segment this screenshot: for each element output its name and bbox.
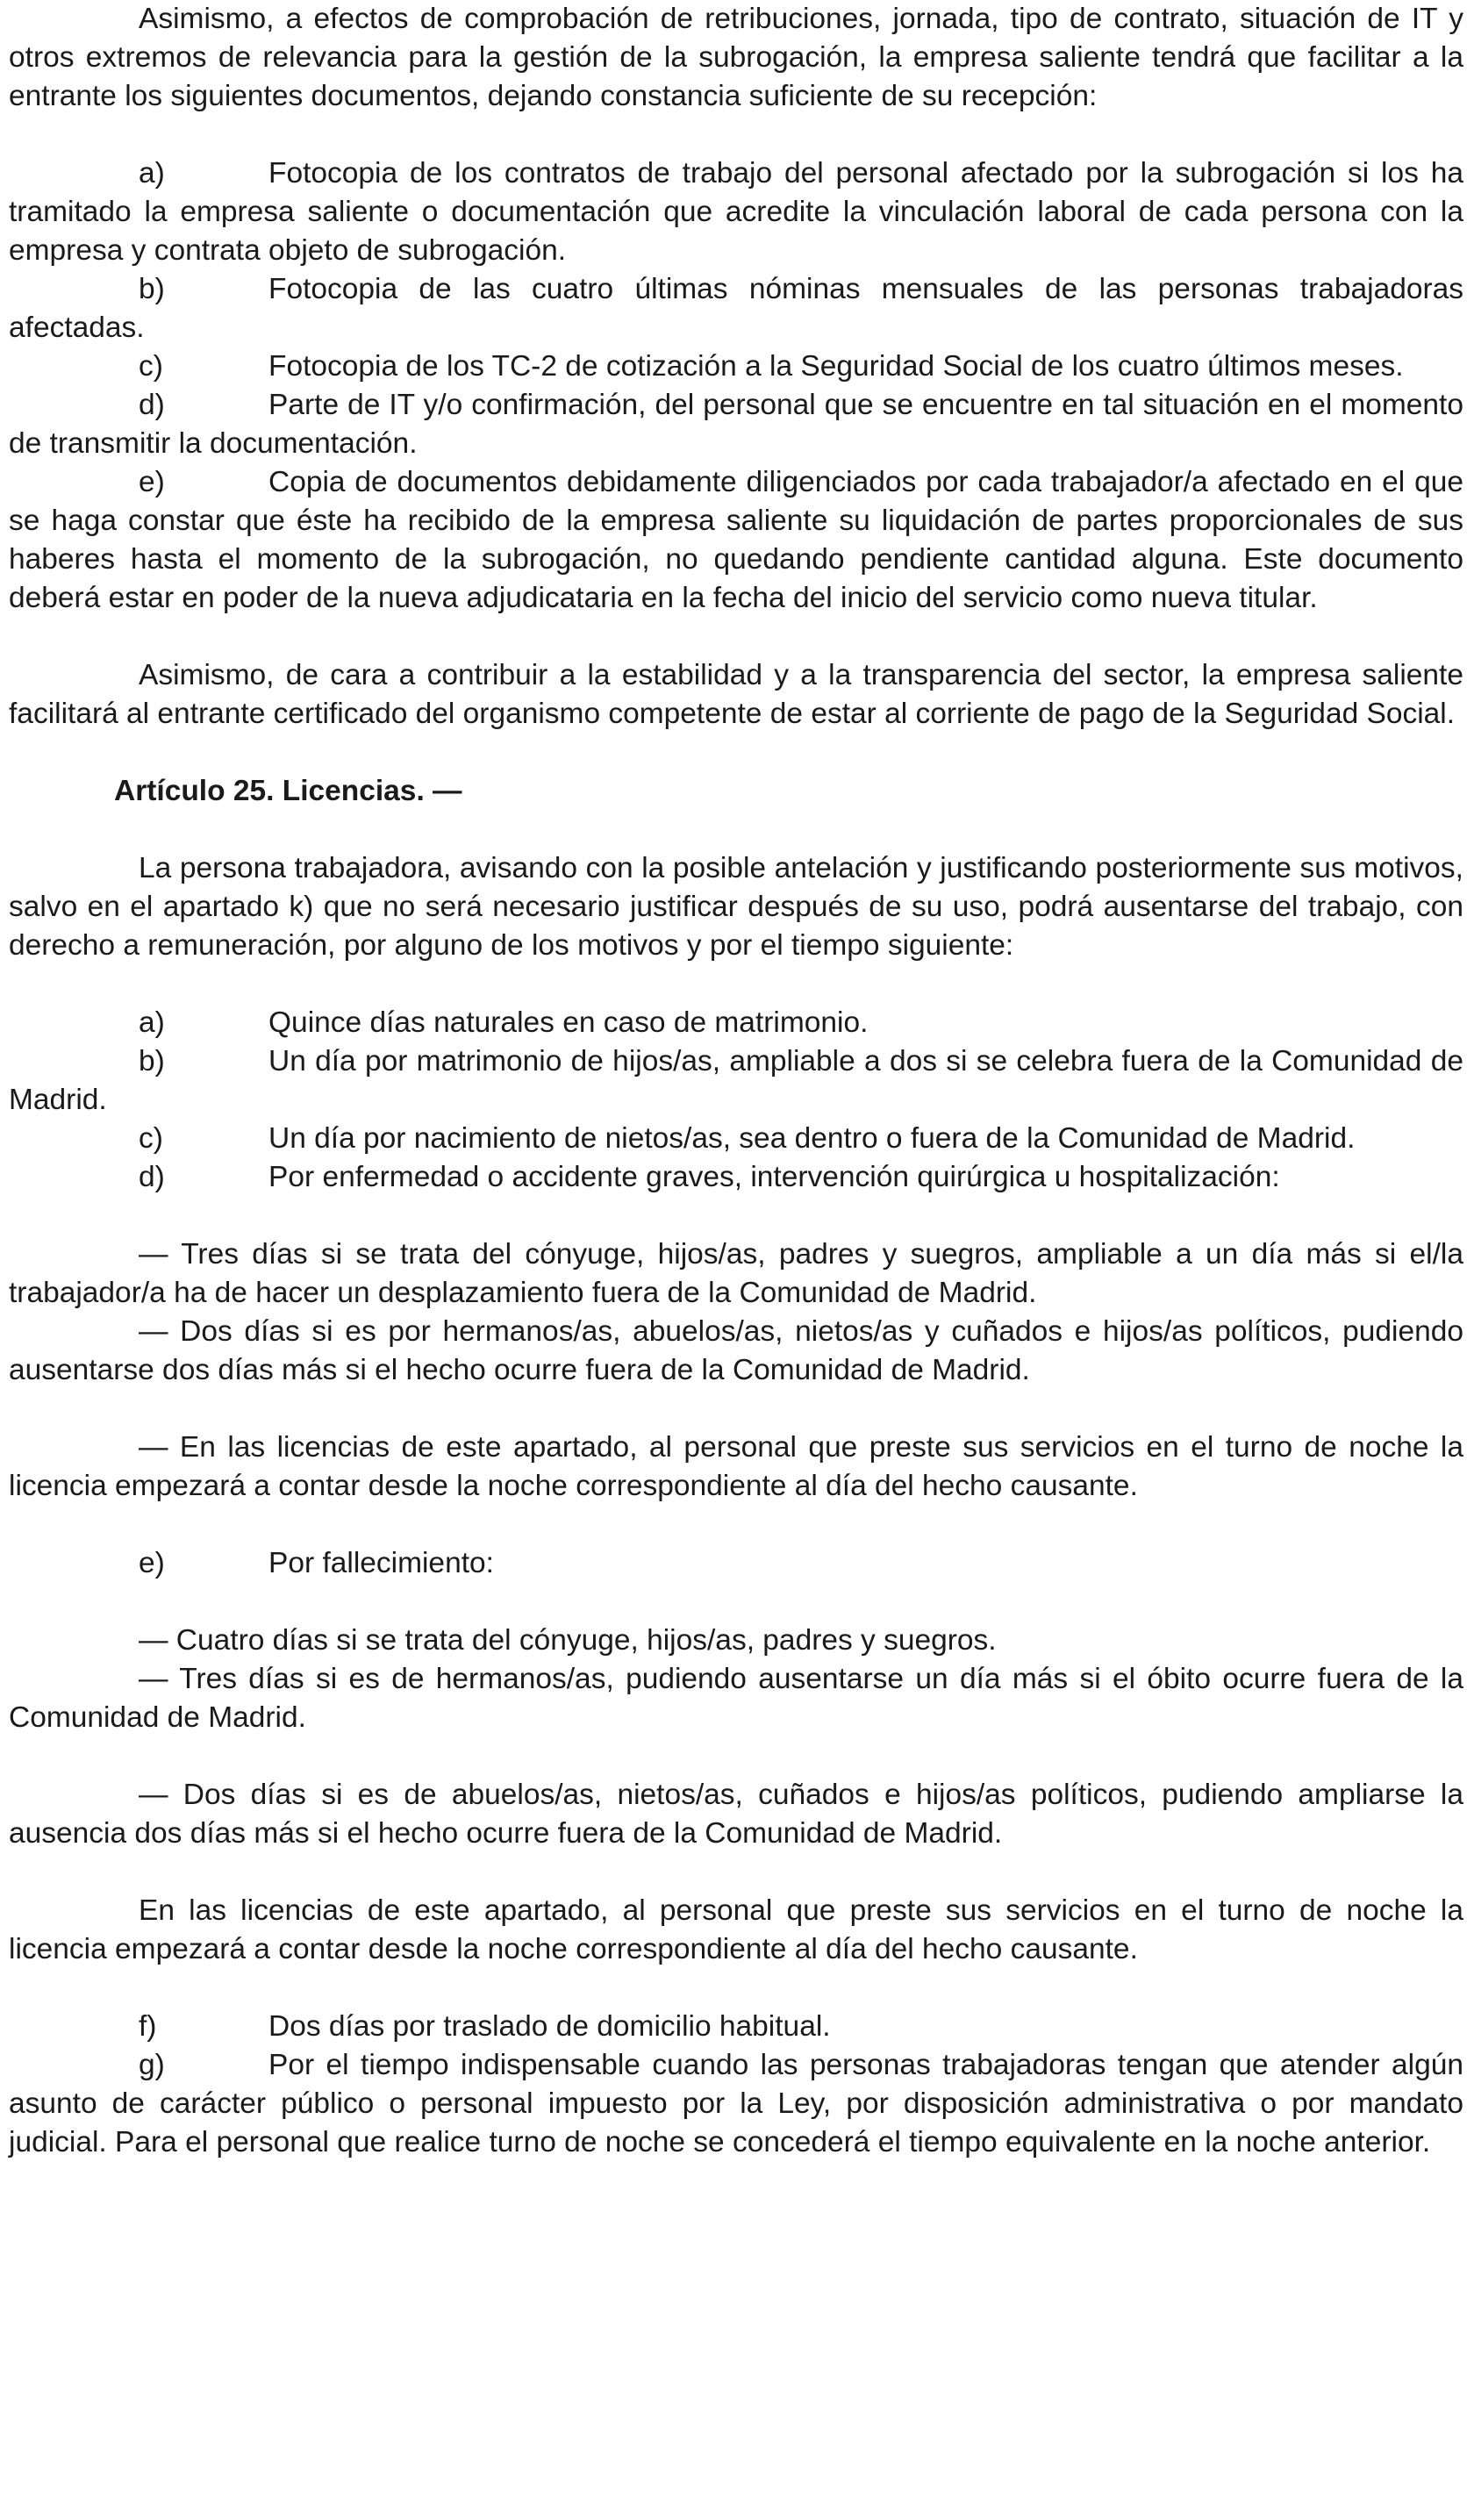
item-label: a) bbox=[139, 157, 165, 190]
list-item-lic-f bbox=[9, 2008, 1463, 2046]
item-text: Fotocopia de los contratos de trabajo del personal afectado por la subrogación si los ha tramitado la empresa saliente o documentación que acredite la vinculación laboral de cada persona con la empresa y contrata objeto de subrogación. bbox=[9, 157, 1463, 267]
item-text: Un día por nacimiento de nietos/as, sea dentro o fuera de la Comunidad de Madrid. bbox=[268, 1122, 1356, 1155]
dash-item-d-1: — Tres días si se trata del cónyuge, hijos/as, padres y suegros, ampliable a un día más si el/la trabajador/a ha de hacer un desplazamiento fuera de la Comunidad de Madrid. bbox=[9, 1238, 1463, 1309]
list-item-lic-e bbox=[9, 1544, 1463, 1583]
item-text: Parte de IT y/o confirmación, del personal que se encuentre en tal situación en el momento de transmitir la documentación. bbox=[9, 389, 1463, 460]
item-label: e) bbox=[139, 1547, 165, 1579]
item-label: c) bbox=[139, 350, 163, 383]
dash-item-d-3: — En las licencias de este apartado, al personal que preste sus servicios en el turno de noche la licencia empezará a contar desde la noche correspondiente al día del hecho causante. bbox=[9, 1431, 1463, 1502]
item-label: c) bbox=[139, 1122, 163, 1155]
paragraph-intro: Asimismo, a efectos de comprobación de retribuciones, jornada, tipo de contrato, situación de IT y otros extremos de relevancia para la gestión de la subrogación, la empresa saliente tendrá que facilitar a la entrante los siguientes documentos, dejando constancia suficiente de su recepción: bbox=[9, 3, 1463, 112]
list-item-docs-c bbox=[9, 347, 1463, 386]
list-item-docs-b bbox=[9, 270, 1463, 347]
dash-item-e-1: — Cuatro días si se trata del cónyuge, hijos/as, padres y suegros. bbox=[139, 1624, 997, 1657]
article-heading: Artículo 25. Licencias. — bbox=[114, 775, 462, 807]
item-text: Por enfermedad o accidente graves, intervención quirúrgica u hospitalización: bbox=[268, 1161, 1280, 1193]
item-text: Fotocopia de los TC-2 de cotización a la Seguridad Social de los cuatro últimos meses. bbox=[268, 350, 1404, 383]
item-text: Dos días por traslado de domicilio habitual. bbox=[268, 2010, 831, 2043]
item-text: Por fallecimiento: bbox=[268, 1547, 494, 1579]
paragraph-e-note: En las licencias de este apartado, al personal que preste sus servicios en el turno de noche la licencia empezará a contar desde la noche correspondiente al día del hecho causante. bbox=[9, 1894, 1463, 1965]
dash-item-d-2: — Dos días si es por hermanos/as, abuelos/as, nietos/as y cuñados e hijos/as políticos, pudiendo ausentarse dos días más si el hecho ocurre fuera de la Comunidad de Madrid. bbox=[9, 1315, 1463, 1386]
item-label: d) bbox=[139, 389, 165, 421]
document-body bbox=[9, 0, 1463, 2162]
list-item-lic-g bbox=[9, 2046, 1463, 2162]
item-label: b) bbox=[139, 273, 165, 305]
item-text: Por el tiempo indispensable cuando las personas trabajadoras tengan que atender algún asunto de carácter público o personal impuesto por la Ley, por disposición administrativa o por mandato judicial. Para el personal que realice turno de noche se concederá el tiempo equivalente en la noche anterior. bbox=[9, 2049, 1463, 2158]
dash-item-e-3: — Dos días si es de abuelos/as, nietos/as, cuñados e hijos/as políticos, pudiendo ampliarse la ausencia dos días más si el hecho ocurre fuera de la Comunidad de Madrid. bbox=[9, 1779, 1463, 1850]
item-text: Fotocopia de las cuatro últimas nóminas mensuales de las personas trabajadoras afectadas. bbox=[9, 273, 1463, 344]
list-item-docs-d bbox=[9, 386, 1463, 463]
item-text: Quince días naturales en caso de matrimonio. bbox=[268, 1006, 869, 1039]
item-label: d) bbox=[139, 1161, 165, 1193]
item-text: Un día por matrimonio de hijos/as, ampliable a dos si se celebra fuera de la Comunidad de Madrid. bbox=[9, 1045, 1463, 1116]
item-text: Copia de documentos debidamente diligenciados por cada trabajador/a afectado en el que se haga constar que éste ha recibido de la empresa saliente su liquidación de partes proporcionales de sus haberes hasta el momento de la subrogación, no quedando pendiente cantidad alguna. Este documento deberá estar en poder de la nueva adjudicataria en la fecha del inicio del servicio como nueva titular. bbox=[9, 466, 1463, 614]
paragraph-seguridad-social: Asimismo, de cara a contribuir a la estabilidad y a la transparencia del sector, la empresa saliente facilitará al entrante certificado del organismo competente de estar al corriente de pago de la Seguridad Social. bbox=[9, 659, 1463, 730]
item-label: a) bbox=[139, 1006, 165, 1039]
list-item-docs-e bbox=[9, 463, 1463, 618]
dash-item-e-2: — Tres días si es de hermanos/as, pudiendo ausentarse un día más si el óbito ocurre fuera de la Comunidad de Madrid. bbox=[9, 1663, 1463, 1734]
list-item-lic-c bbox=[9, 1120, 1463, 1158]
item-label: b) bbox=[139, 1045, 165, 1077]
list-item-lic-b bbox=[9, 1042, 1463, 1120]
item-label: f) bbox=[139, 2010, 157, 2043]
item-label: e) bbox=[139, 466, 165, 498]
list-item-lic-d bbox=[9, 1158, 1463, 1197]
paragraph-licencias: La persona trabajadora, avisando con la posible antelación y justificando posteriormente sus motivos, salvo en el apartado k) que no será necesario justificar después de su uso, podrá ausentarse del trabajo, con derecho a remuneración, por alguno de los motivos y por el tiempo siguiente: bbox=[9, 852, 1463, 962]
list-item-lic-a bbox=[9, 1004, 1463, 1042]
list-item-docs-a bbox=[9, 154, 1463, 270]
item-label: g) bbox=[139, 2049, 165, 2081]
